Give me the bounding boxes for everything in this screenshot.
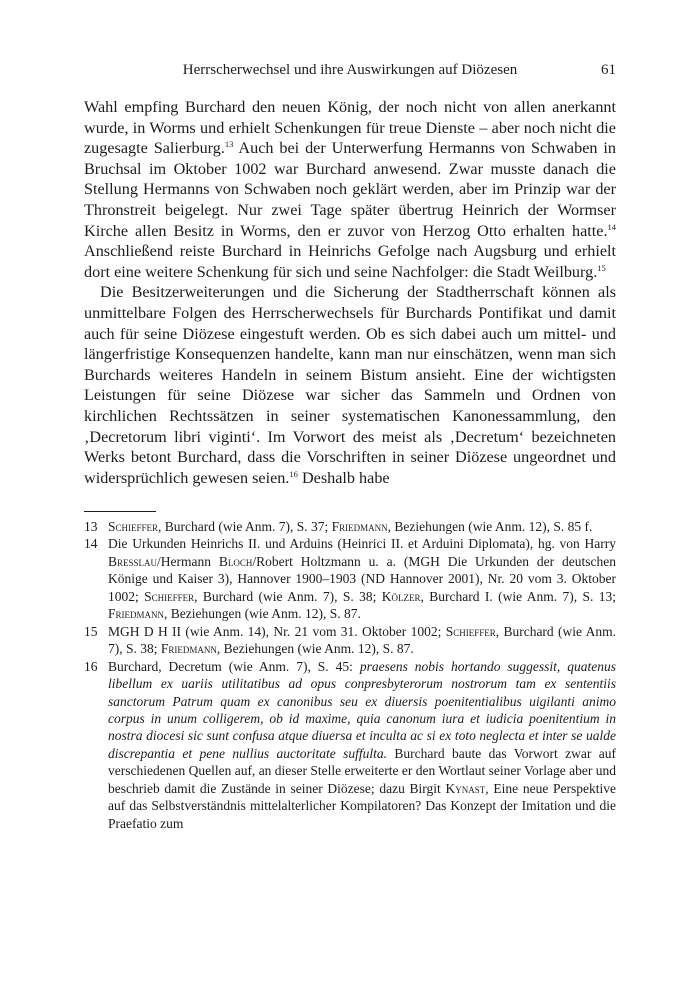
author-name: Friedmann <box>160 641 217 657</box>
paragraph: Die Besitzerweiterungen und die Sicherung der Stadtherrschaft können als unmittelbare Folgen des Herrscherwechsels für Burchards Pontifikat und damit auch für seine Diözese eingestuft werden. Ob es sich dabei auch um mittel- und längerfristige Konsequenzen handelte, kann man nur einschätzen, wenn man sich Burchards weiteres Handeln in seinem Bistum ansieht. Eine der wichtigsten Leistungen für seine Diözese war sicher das Sammeln und Ordnen von kirchlichen Rechtssätzen in seiner systematischen Kanonessammlung, den ‚Decretorum libri viginti‘. Im Vorwort des meist als ‚Decretum‘ bezeichneten Werks betont Burchard, dass die Vorschriften in seiner Diözese ungeordnet und widersprüchlich gewesen seien.$^{16}$ Deshalb habe <box>84 283 616 487</box>
author-name: Kölzer <box>381 588 421 604</box>
footnote-14 <box>84 535 616 622</box>
footnote-text: MGH D H II (wie Anm. 14), Nr. 21 vom 31. Oktober 1002; Schieffer, Burchard (wie Anm. 7), S. 38; Friedmann, Beziehungen (wie Anm. 12), S. 87. <box>108 623 616 657</box>
footnote-number: 14 <box>84 536 98 552</box>
footnote-ref[interactable]: 14 <box>607 221 616 232</box>
author-name: Schieffer <box>144 588 195 604</box>
author-name: Schieffer <box>445 623 496 639</box>
main-text <box>84 97 616 488</box>
footnote-text: Schieffer, Burchard (wie Anm. 7), S. 37; Friedmann, Beziehungen (wie Anm. 12), S. 85 f. <box>108 519 593 534</box>
footnotes <box>84 518 616 832</box>
footnote-number: 16 <box>84 658 98 674</box>
latin-quotation: praesens nobis hortando suggessit, quatenus libellum ex uariis utilitatibus ad opus conpresbyterorum nostrorum tam ex sententiis sanctorum Patrum quam ex canonibus seu ex diuersis poenitentialibus uigilanti animo corpus in unum colligerem, ob id maxime, quia canonum iura et iudicia poenitentium in nostra diocesi sic sunt confusa atque diuersa et inculta ac si ex toto neglecta et inter se ualde discrepantia et pene nullius auctoritate suffulta. <box>108 658 616 761</box>
author-name: Bloch <box>218 553 253 569</box>
footnote-text: Die Urkunden Heinrichs II. und Arduins (Heinrici II. et Arduini Diplomata), hg. von Harry Bresslau/Hermann Bloch/Robert Holtzmann u. a. (MGH Die Urkunden der deutschen Könige und Kaiser 3), Hannover 1900–1903 (ND Hannover 2001), Nr. 20 vom 3. Oktober 1002; Schieffer, Burchard (wie Anm. 7), S. 38; Kölzer, Burchard I. (wie Anm. 7), S. 13; Friedmann, Beziehungen (wie Anm. 12), S. 87. <box>108 536 617 622</box>
footnote-15 <box>84 623 616 658</box>
footnote-ref[interactable]: 16 <box>289 468 298 479</box>
footnote-number: 13 <box>84 519 98 534</box>
footnote-separator <box>84 511 156 512</box>
author-name: Friedmann <box>108 606 165 622</box>
footnote-16 <box>84 658 616 833</box>
author-name: Friedmann <box>331 519 388 534</box>
footnote-13 <box>84 518 616 535</box>
footnote-number: 15 <box>84 623 98 639</box>
paragraph: Wahl empfing Burchard den neuen König, der noch nicht von allen anerkannt wurde, in Worms und erhielt Schenkungen für treue Dienste – aber noch nicht die zugesagte Salierburg.$^{13}$ Auch bei der Unterwerfung Hermanns von Schwaben in Bruchsal im Oktober 1002 war Burchard anwesend. Zwar musste danach die Stellung Hermanns von Schwaben noch geklärt werden, aber im Prinzip war der Thronstreit beigelegt. Nur zwei Tage später übertrug Heinrich der Wormser Kirche allen Besitz in Worms, den er zuvor von Herzog Otto erhalten hatte.$^{14}$ Anschließend reiste Burchard in Heinrichs Gefolge nach Augsburg und erhielt dort eine weitere Schenkung für sich und seine Nachfolger: die Stadt Weilburg.$^{15}$ <box>84 98 616 281</box>
page-number: 61 <box>601 62 616 78</box>
author-name: Kynast <box>445 780 486 796</box>
running-header <box>84 60 616 80</box>
footnote-text: Burchard, Decretum (wie Anm. 7), S. 45: praesens nobis hortando suggessit, quatenus libellum ex uariis utilitatibus ad opus conpresbyterorum nostrorum tam ex sententiis sanctorum Patrum quam ex canonibus seu ex diuersis poenitentialibus uigilanti animo corpus in unum colligerem, ob id maxime, quia canonum iura et iudicia poenitentium in nostra diocesi sic sunt confusa atque diuersa et inculta ac si ex toto neglecta et inter se ualde discrepantia et pene nullius auctoritate suffulta. Burchard baute das Vorwort zwar auf verschiedenen Quellen auf, an dieser Stelle erweiterte er den Wortlaut seiner Vorlage aber und beschrieb damit die Zustände in seiner Diözese; dazu Birgit Kynast, Eine neue Perspektive auf das Selbstverständnis mittelalterlicher Kompilatoren? Das Konzept der Imitation und die Praefatio zum <box>108 658 617 831</box>
footnote-ref[interactable]: 15 <box>597 262 606 273</box>
footnote-ref[interactable]: 13 <box>224 139 234 150</box>
author-name: Schieffer <box>108 519 159 534</box>
author-name: Bresslau <box>108 553 158 569</box>
running-title: Herrscherwechsel und ihre Auswirkungen auf Diözesen <box>182 62 518 78</box>
